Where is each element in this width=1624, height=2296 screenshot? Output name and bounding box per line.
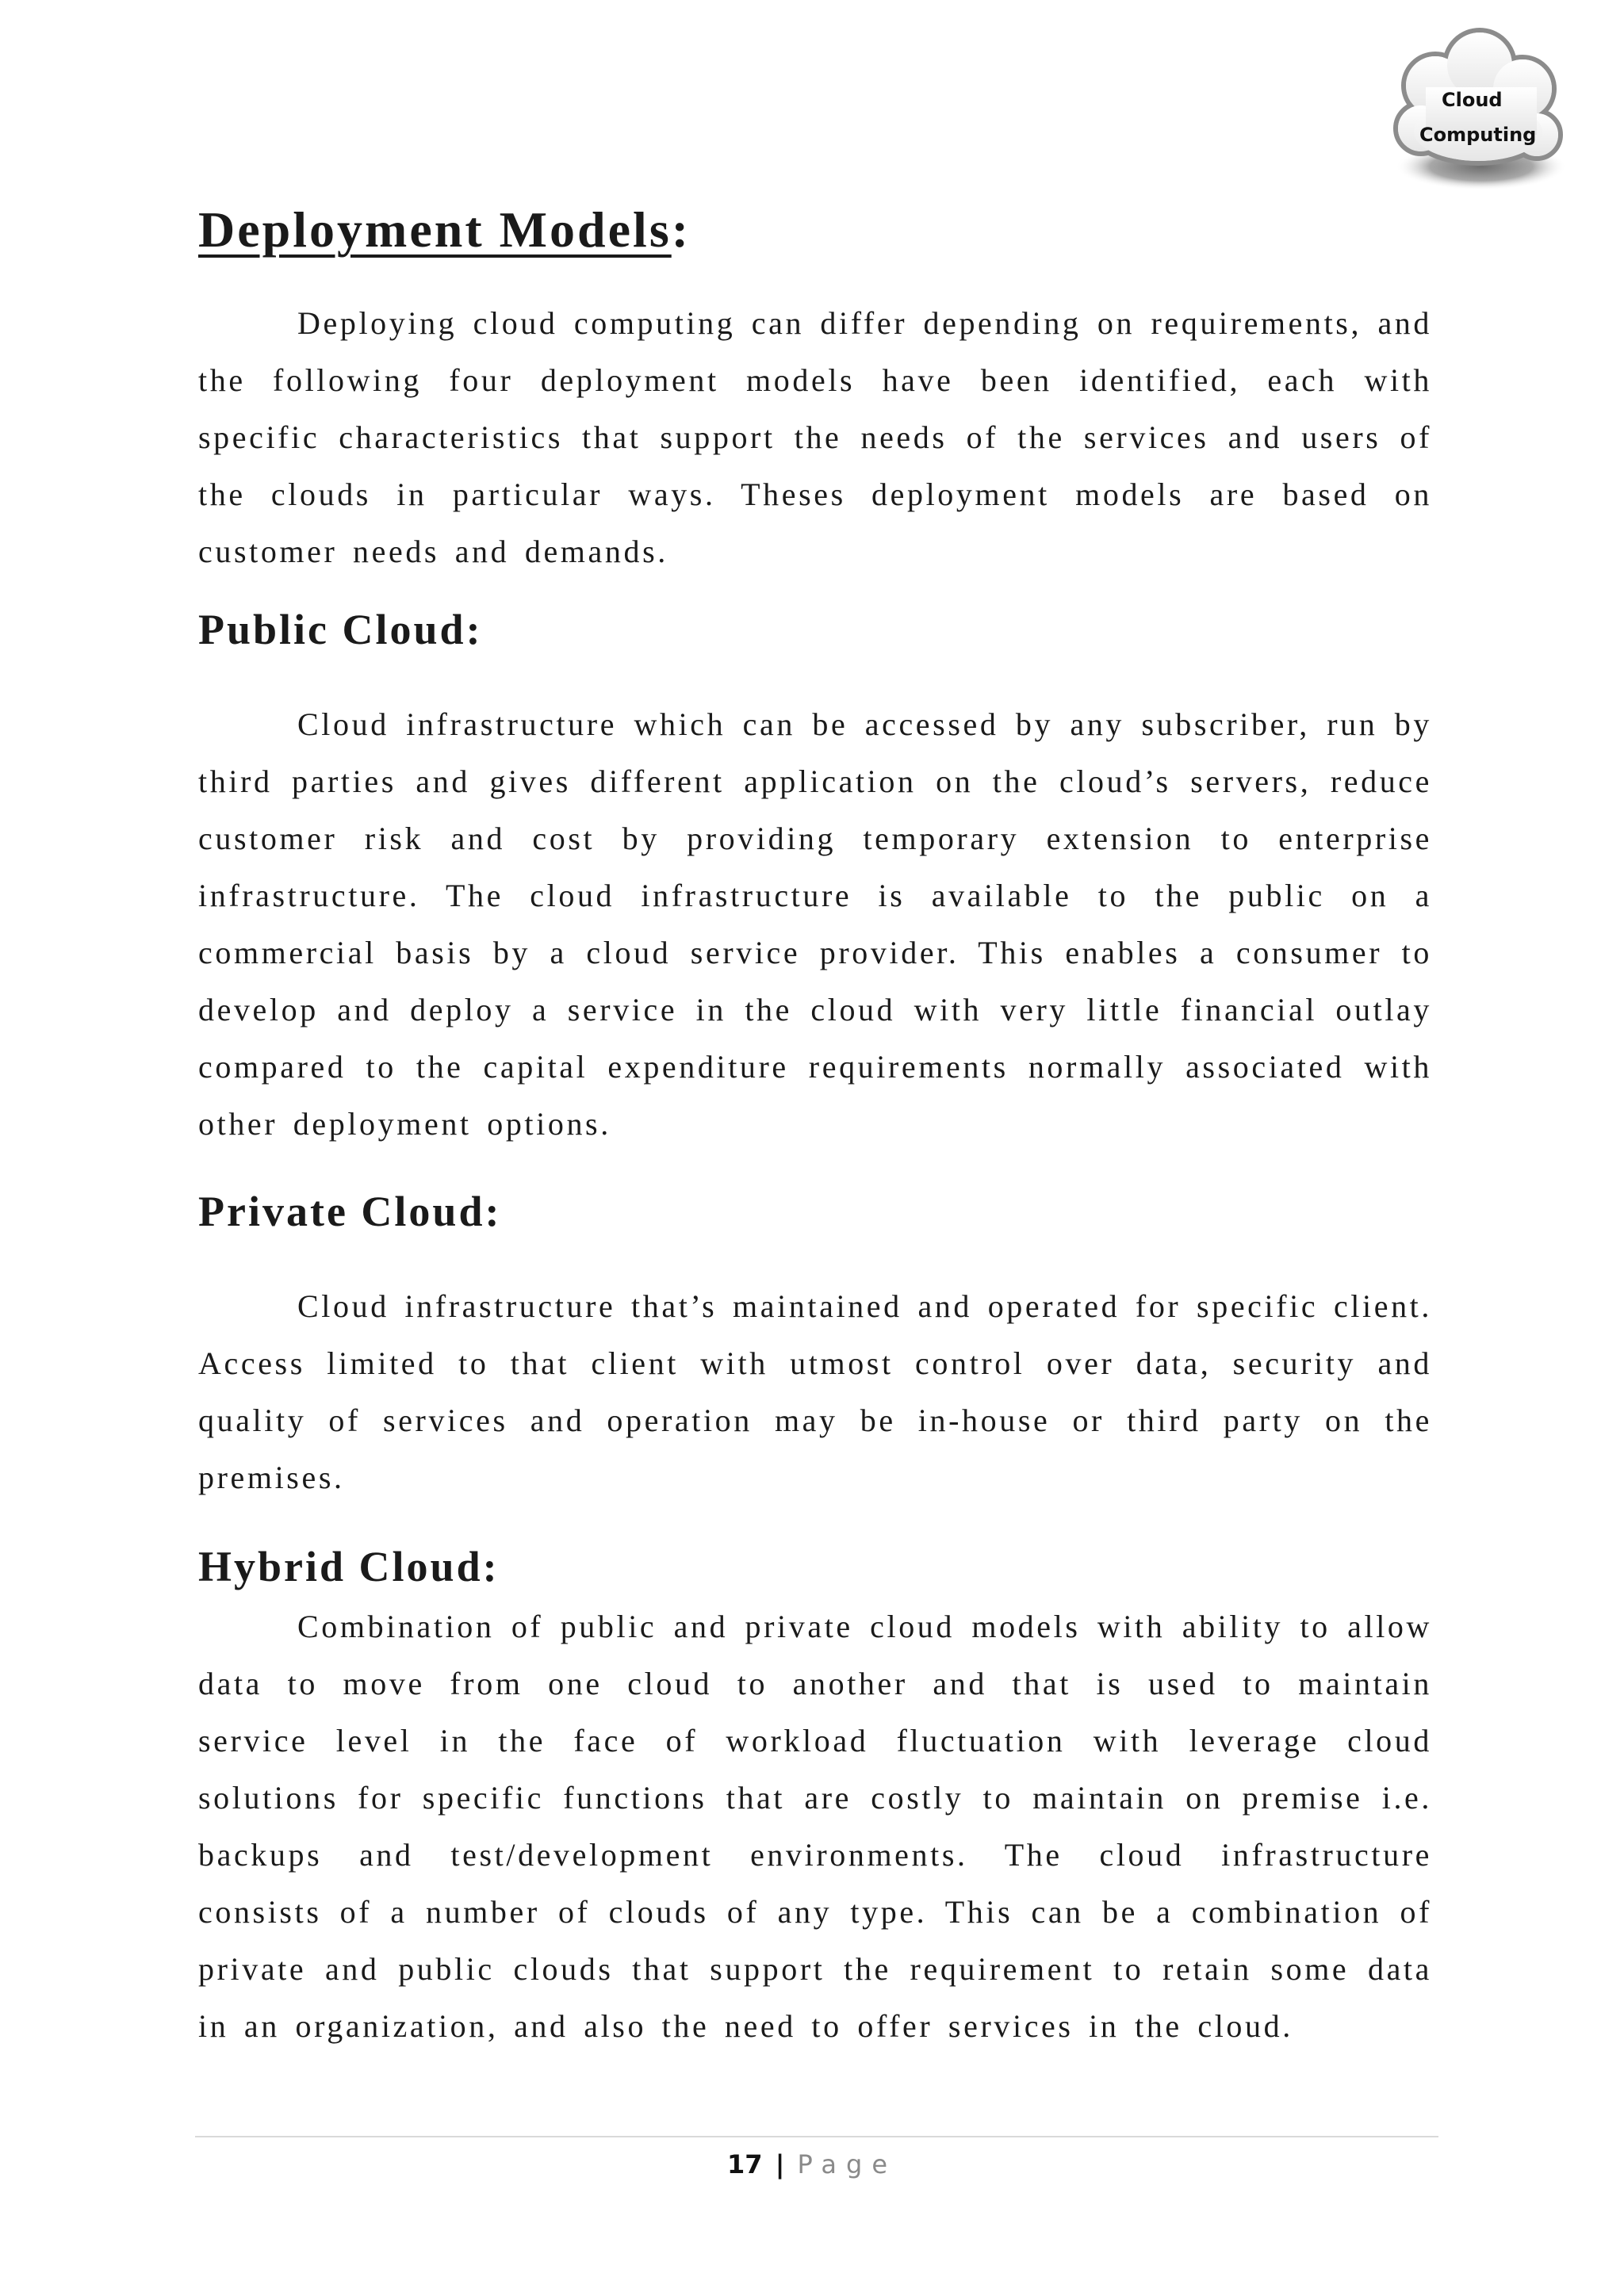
logo-line-2: Computing: [1419, 124, 1537, 146]
section-heading-public-cloud: Public Cloud:: [198, 606, 483, 653]
cloud-icon: [1386, 24, 1575, 198]
section-body-public-cloud: Cloud infrastructure which can be accessed by any subscriber, run by third parties and gives different application on the cloud’s servers, reduce customer risk and cost by providing temporary extension to enterprise infrastructure. The cloud infrastructure is available to the public on a commercial basis by a cloud service provider. This enables a consumer to develop and deploy a service in the cloud with very little financial outlay compared to the capital expenditure requirements normally associated with other deployment options.: [198, 706, 1432, 1142]
section-body-hybrid-cloud: Combination of public and private cloud models with ability to allow data to move from one cloud to another and that is used to maintain service level in the face of workload fluctuation with leverage cloud solutions for specific functions that are costly to maintain on premise i.e. backups and test/development environments. The cloud infrastructure consists of a number of clouds of any type. This can be a combination of private and public clouds that support the requirement to retain some data in an organization, and also the need to offer services in the cloud.: [198, 1609, 1432, 2044]
footer-separator: |: [775, 2149, 785, 2179]
page-number: 17: [726, 2149, 763, 2179]
page-label: Page: [797, 2149, 898, 2179]
intro-paragraph: Deploying cloud computing can differ depending on requirements, and the following four deployment models have been identified, each with specific characteristics that support the needs of the services and users of the clouds in particular ways. Theses deployment models are based on customer needs and demands.: [198, 305, 1432, 569]
page-content: [198, 190, 1432, 2055]
page-title-colon: :: [671, 201, 691, 258]
section-body-private-cloud: Cloud infrastructure that’s maintained and operated for specific client. Access limited to that client with utmost control over data, security and quality of services and operation may be in-house or third party on the premises.: [198, 1288, 1432, 1495]
cloud-computing-logo: [1386, 24, 1575, 198]
footer-divider: [195, 2136, 1438, 2137]
logo-line-1: Cloud: [1442, 89, 1503, 111]
page-title-text: Deployment Models: [198, 201, 672, 258]
page-footer: [0, 2145, 1624, 2183]
section-heading-hybrid-cloud: Hybrid Cloud:: [198, 1543, 500, 1590]
page-title: [198, 190, 1432, 270]
section-heading-private-cloud: Private Cloud:: [198, 1188, 502, 1235]
